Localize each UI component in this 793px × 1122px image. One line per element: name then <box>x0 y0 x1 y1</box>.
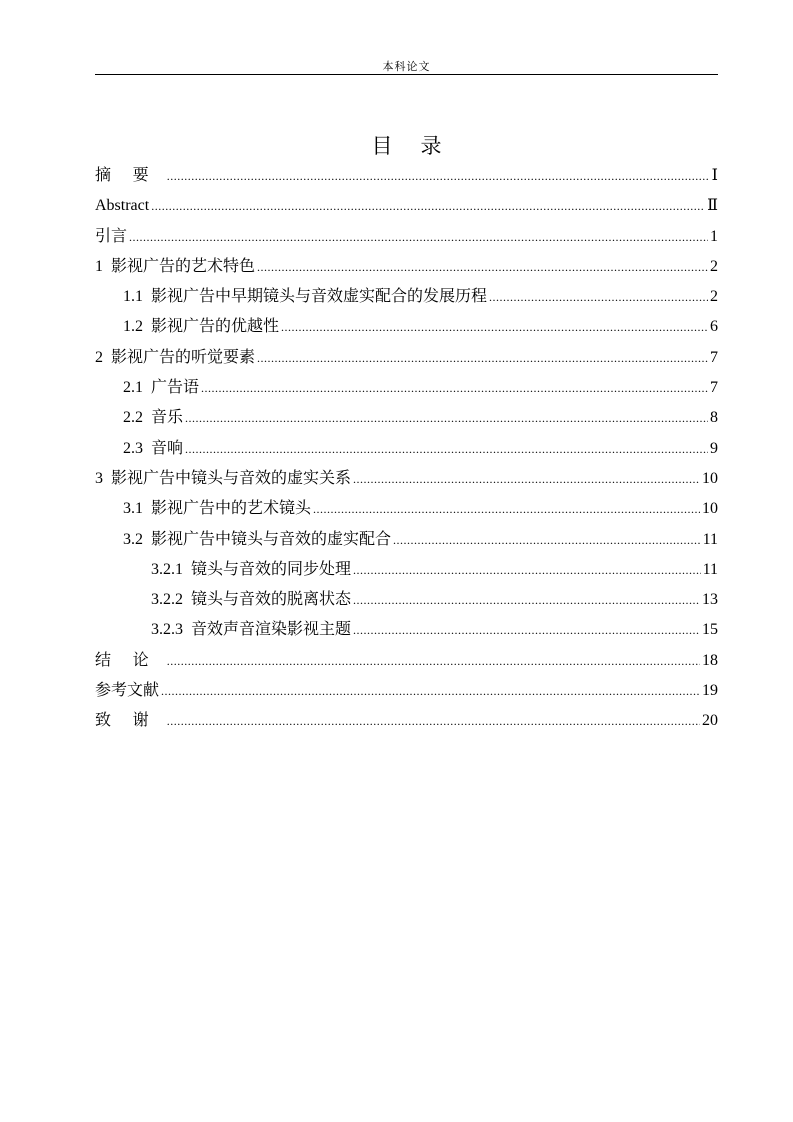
toc-entry-text: 影视广告的听觉要素 <box>111 348 256 366</box>
toc-entry-label <box>151 555 351 585</box>
toc-entry[interactable] <box>95 555 718 585</box>
toc-entry[interactable] <box>95 615 718 645</box>
toc-page-number: 7 <box>710 379 718 397</box>
toc-dot-leader <box>353 615 700 645</box>
toc-dot-leader <box>353 464 700 494</box>
toc-entry-number: 3 <box>95 469 103 487</box>
toc-entry-label <box>95 252 255 282</box>
toc-entry[interactable] <box>95 403 718 433</box>
toc-entry-label <box>95 191 149 221</box>
toc-page-number: 7 <box>710 348 718 366</box>
toc-page-number: 20 <box>702 712 718 730</box>
toc-dot-leader <box>167 706 700 736</box>
toc-entry[interactable] <box>95 706 718 736</box>
toc-entry-number: 1.2 <box>123 318 143 336</box>
toc-entry-text: 影视广告中早期镜头与音效虚实配合的发展历程 <box>151 288 488 306</box>
toc-page-number: 13 <box>702 591 718 609</box>
toc-entry-number: 1 <box>95 257 103 275</box>
toc-entry[interactable] <box>95 585 718 615</box>
toc-entry-number: 2.1 <box>123 379 143 397</box>
table-of-contents <box>95 161 718 737</box>
toc-entry-label <box>151 615 351 645</box>
toc-page-number: 11 <box>702 560 718 578</box>
header-rule <box>95 74 718 75</box>
toc-entry[interactable] <box>95 434 718 464</box>
toc-entry-label <box>95 676 159 706</box>
toc-entry-text: 影视广告中镜头与音效的虚实配合 <box>151 530 392 548</box>
toc-entry-text: 结论 <box>95 651 171 669</box>
toc-entry-label <box>123 434 183 464</box>
toc-entry[interactable] <box>95 676 718 706</box>
toc-entry-text: 影视广告中镜头与音效的虚实关系 <box>111 469 352 487</box>
toc-dot-leader <box>281 312 708 342</box>
toc-entry[interactable] <box>95 191 718 221</box>
toc-entry-label <box>151 585 351 615</box>
running-header: 本科论文 <box>382 61 431 73</box>
toc-entry[interactable] <box>95 373 718 403</box>
toc-page-number: 15 <box>702 621 718 639</box>
toc-page-number: 8 <box>710 409 718 427</box>
toc-dot-leader <box>161 676 700 706</box>
toc-page-number: 9 <box>710 439 718 457</box>
toc-entry[interactable] <box>95 343 718 373</box>
toc-dot-leader <box>353 555 701 585</box>
toc-entry-label <box>95 161 171 191</box>
toc-entry[interactable] <box>95 464 718 494</box>
toc-dot-leader <box>167 646 700 676</box>
toc-entry[interactable] <box>95 222 718 252</box>
toc-entry-number: 2 <box>95 348 103 366</box>
toc-dot-leader <box>393 525 701 555</box>
toc-dot-leader <box>353 585 700 615</box>
toc-entry[interactable] <box>95 252 718 282</box>
toc-page-number: 10 <box>702 469 718 487</box>
toc-dot-leader <box>185 434 708 464</box>
toc-entry-number: 1.1 <box>123 288 143 306</box>
toc-page-number: 2 <box>710 257 718 275</box>
toc-entry-text: 音乐 <box>151 409 184 427</box>
toc-page-number: Ⅰ <box>711 167 718 184</box>
toc-entry[interactable] <box>95 282 718 312</box>
toc-entry-label <box>95 706 171 736</box>
toc-page-number: 2 <box>710 288 718 306</box>
toc-page-number: 18 <box>702 651 718 669</box>
toc-page-number: 1 <box>710 227 718 245</box>
toc-entry-label <box>123 403 183 433</box>
toc-dot-leader <box>257 252 708 282</box>
toc-page-number: Ⅱ <box>707 197 718 215</box>
toc-entry-text: 影视广告的优越性 <box>151 318 280 336</box>
toc-entry[interactable] <box>95 646 718 676</box>
toc-entry-label <box>123 525 391 555</box>
toc-dot-leader <box>489 282 708 312</box>
toc-entry-label <box>123 312 279 342</box>
toc-entry-label <box>95 464 351 494</box>
toc-dot-leader <box>151 191 705 221</box>
toc-entry-text: 广告语 <box>151 379 200 397</box>
toc-entry-text: 影视广告中的艺术镜头 <box>151 500 312 518</box>
toc-entry-number: 2.2 <box>123 409 143 427</box>
toc-dot-leader <box>313 494 700 524</box>
toc-entry-text: Abstract <box>95 197 150 215</box>
toc-entry-number: 3.1 <box>123 500 143 518</box>
toc-dot-leader <box>129 222 708 252</box>
toc-entry-label <box>95 646 171 676</box>
toc-entry-label <box>95 222 127 252</box>
toc-dot-leader <box>201 373 708 403</box>
toc-dot-leader <box>257 343 708 373</box>
toc-entry[interactable] <box>95 312 718 342</box>
toc-entry[interactable] <box>95 525 718 555</box>
toc-page-number: 11 <box>702 530 718 548</box>
toc-entry-text: 镜头与音效的脱离状态 <box>191 591 352 609</box>
toc-entry-label <box>123 282 487 312</box>
toc-entry[interactable] <box>95 494 718 524</box>
toc-dot-leader <box>167 161 710 191</box>
toc-entry[interactable] <box>95 161 718 191</box>
toc-entry-label <box>123 373 199 403</box>
toc-page-number: 10 <box>702 500 718 518</box>
toc-entry-label <box>123 494 311 524</box>
toc-dot-leader <box>185 403 708 433</box>
toc-entry-text: 摘要 <box>95 167 171 184</box>
toc-entry-text: 音效声音渲染影视主题 <box>191 621 352 639</box>
toc-entry-number: 3.2.3 <box>151 621 183 639</box>
toc-entry-number: 2.3 <box>123 439 143 457</box>
toc-title: 目录 <box>371 134 470 158</box>
toc-entry-text: 参考文献 <box>95 682 160 700</box>
toc-entry-number: 3.2.1 <box>151 560 183 578</box>
toc-page-number: 19 <box>702 682 718 700</box>
toc-entry-text: 音响 <box>151 439 184 457</box>
toc-entry-number: 3.2.2 <box>151 591 183 609</box>
toc-entry-text: 影视广告的艺术特色 <box>111 257 256 275</box>
toc-entry-text: 镜头与音效的同步处理 <box>191 560 352 578</box>
toc-entry-number: 3.2 <box>123 530 143 548</box>
toc-entry-text: 致谢 <box>95 712 171 730</box>
toc-page-number: 6 <box>710 318 718 336</box>
toc-entry-text: 引言 <box>95 227 128 245</box>
toc-entry-label <box>95 343 255 373</box>
